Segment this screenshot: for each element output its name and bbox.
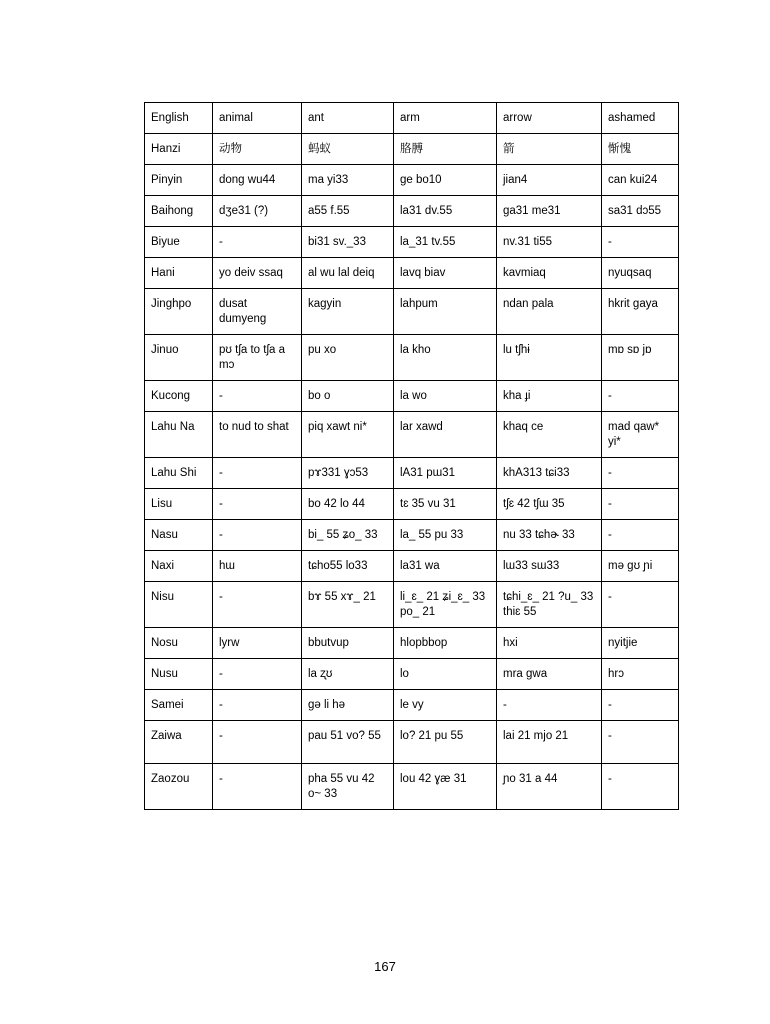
row-label-cell: Nasu <box>145 520 213 551</box>
table-row <box>145 628 679 659</box>
table-cell: bo 42 lo 44 <box>302 489 394 520</box>
table-cell: sa31 dɔ55 <box>602 196 679 227</box>
table-cell: le vy <box>394 690 497 721</box>
page-number: 167 <box>374 959 396 974</box>
table-cell: hlopbbop <box>394 628 497 659</box>
table-cell: - <box>213 520 302 551</box>
table-cell: dʒe31 (?) <box>213 196 302 227</box>
table-row <box>145 196 679 227</box>
table-cell: lɯ33 sɯ33 <box>497 551 602 582</box>
table-row <box>145 289 679 335</box>
table-cell: nyitjie <box>602 628 679 659</box>
table-cell: - <box>602 721 679 764</box>
table-cell: - <box>602 690 679 721</box>
table-cell: ɲo 31 a 44 <box>497 764 602 810</box>
table-cell: - <box>213 764 302 810</box>
table-cell: - <box>213 659 302 690</box>
table-cell: pha 55 vu 42 o~ 33 <box>302 764 394 810</box>
table-cell: ashamed <box>602 103 679 134</box>
table-cell: ma yi33 <box>302 165 394 196</box>
table-cell: - <box>213 582 302 628</box>
table-cell: yo deiv ssaq <box>213 258 302 289</box>
row-label-cell: Hanzi <box>145 134 213 165</box>
table-cell: nyuqsaq <box>602 258 679 289</box>
table-cell: piq xawt ni* <box>302 412 394 458</box>
table-row <box>145 227 679 258</box>
table-cell: gə li hə <box>302 690 394 721</box>
row-label-cell: Jinghpo <box>145 289 213 335</box>
table-row <box>145 258 679 289</box>
table-cell: - <box>602 227 679 258</box>
table-cell: mad qaw* yi* <box>602 412 679 458</box>
table-row <box>145 412 679 458</box>
table-cell: 箭 <box>497 134 602 165</box>
table-row <box>145 489 679 520</box>
row-label-cell: English <box>145 103 213 134</box>
table-row <box>145 764 679 810</box>
table-row <box>145 520 679 551</box>
table-cell: - <box>602 381 679 412</box>
row-label-cell: Nisu <box>145 582 213 628</box>
table-cell: hrɔ <box>602 659 679 690</box>
row-label-cell: Biyue <box>145 227 213 258</box>
row-label-cell: Hani <box>145 258 213 289</box>
row-label-cell: Zaiwa <box>145 721 213 764</box>
table-cell: ga31 me31 <box>497 196 602 227</box>
table-row <box>145 335 679 381</box>
table-cell: - <box>497 690 602 721</box>
row-label-cell: Jinuo <box>145 335 213 381</box>
table-cell: lo <box>394 659 497 690</box>
lexicon-table <box>144 102 679 810</box>
table-cell: - <box>213 721 302 764</box>
table-cell: hkrit gaya <box>602 289 679 335</box>
row-label-cell: Nusu <box>145 659 213 690</box>
table-cell: mɒ sɒ jɒ <box>602 335 679 381</box>
table-cell: - <box>602 764 679 810</box>
table-cell: arrow <box>497 103 602 134</box>
table-cell: bɤ 55 xɤ_ 21 <box>302 582 394 628</box>
table-cell: pɤ331 ɣɔ53 <box>302 458 394 489</box>
table-row <box>145 381 679 412</box>
table-cell: - <box>602 489 679 520</box>
table-cell: la wo <box>394 381 497 412</box>
table-cell: 惭愧 <box>602 134 679 165</box>
table-cell: pau 51 vo? 55 <box>302 721 394 764</box>
row-label-cell: Kucong <box>145 381 213 412</box>
row-label-cell: Samei <box>145 690 213 721</box>
table-cell: - <box>213 690 302 721</box>
table-cell: hxi <box>497 628 602 659</box>
table-row <box>145 582 679 628</box>
table-cell: - <box>602 582 679 628</box>
table-cell: pu xo <box>302 335 394 381</box>
table-cell: - <box>213 227 302 258</box>
table-cell: lA31 pɯ31 <box>394 458 497 489</box>
table-cell: la_ 55 pu 33 <box>394 520 497 551</box>
table-cell: la31 wa <box>394 551 497 582</box>
table-row <box>145 659 679 690</box>
table-cell: lavq biav <box>394 258 497 289</box>
table-cell: 动物 <box>213 134 302 165</box>
table-cell: hɯ <box>213 551 302 582</box>
table-cell: animal <box>213 103 302 134</box>
table-cell: ndan pala <box>497 289 602 335</box>
row-label-cell: Pinyin <box>145 165 213 196</box>
table-cell: khaq ce <box>497 412 602 458</box>
table-cell: mra gwa <box>497 659 602 690</box>
row-label-cell: Lahu Na <box>145 412 213 458</box>
table-cell: bbutvup <box>302 628 394 659</box>
table-cell: lahpum <box>394 289 497 335</box>
row-label-cell: Lahu Shi <box>145 458 213 489</box>
table-cell: 蚂蚁 <box>302 134 394 165</box>
table-cell: dusat dumyeng <box>213 289 302 335</box>
row-label-cell: Zaozou <box>145 764 213 810</box>
table-cell: tɕho55 lo33 <box>302 551 394 582</box>
table-cell: lyrw <box>213 628 302 659</box>
table-cell: pʊ tʃa to tʃa a mɔ <box>213 335 302 381</box>
table-cell: a55 f.55 <box>302 196 394 227</box>
table-row <box>145 458 679 489</box>
table-row <box>145 551 679 582</box>
row-label-cell: Naxi <box>145 551 213 582</box>
table-cell: kha ɟi <box>497 381 602 412</box>
table-row <box>145 721 679 764</box>
table-cell: - <box>213 381 302 412</box>
table-cell: jian4 <box>497 165 602 196</box>
table-cell: lai 21 mjo 21 <box>497 721 602 764</box>
table-cell: bi31 sv._33 <box>302 227 394 258</box>
table-cell: la ʐʊ <box>302 659 394 690</box>
table-cell: lar xawd <box>394 412 497 458</box>
row-label-cell: Lisu <box>145 489 213 520</box>
table-cell: li_ɛ_ 21 ʑi_ɛ_ 33 po_ 21 <box>394 582 497 628</box>
table-cell: lu tʃhɨ <box>497 335 602 381</box>
table-cell: - <box>602 520 679 551</box>
table-cell: lo? 21 pu 55 <box>394 721 497 764</box>
table-cell: ant <box>302 103 394 134</box>
table-cell: tɛ 35 vu 31 <box>394 489 497 520</box>
table-cell: to nud to shat <box>213 412 302 458</box>
table-cell: la_31 tv.55 <box>394 227 497 258</box>
table-cell: al wu lal deiq <box>302 258 394 289</box>
table-cell: - <box>602 458 679 489</box>
table-cell: kagyin <box>302 289 394 335</box>
table-row <box>145 690 679 721</box>
table-cell: nu 33 tɕhɚ 33 <box>497 520 602 551</box>
table-cell: tɕhi_ɛ_ 21 ?u_ 33 thiɛ 55 <box>497 582 602 628</box>
table-cell: bo o <box>302 381 394 412</box>
table-cell: ge bo10 <box>394 165 497 196</box>
table-cell: mə gʊ ɲi <box>602 551 679 582</box>
table-cell: kavmiaq <box>497 258 602 289</box>
table-cell: 胳膊 <box>394 134 497 165</box>
row-label-cell: Baihong <box>145 196 213 227</box>
table-cell: can kui24 <box>602 165 679 196</box>
row-label-cell: Nosu <box>145 628 213 659</box>
table-row <box>145 134 679 165</box>
table-cell: arm <box>394 103 497 134</box>
table-row <box>145 165 679 196</box>
table-cell: la kho <box>394 335 497 381</box>
table-cell: bi_ 55 ʑo_ 33 <box>302 520 394 551</box>
table-cell: - <box>213 489 302 520</box>
table-cell: - <box>213 458 302 489</box>
table-cell: tʃɛ 42 tʃɯ 35 <box>497 489 602 520</box>
table-cell: nv.31 ti55 <box>497 227 602 258</box>
lexicon-table-body <box>145 103 679 810</box>
table-cell: dong wu44 <box>213 165 302 196</box>
table-cell: lou 42 ɣæ 31 <box>394 764 497 810</box>
table-row <box>145 103 679 134</box>
table-cell: la31 dv.55 <box>394 196 497 227</box>
table-cell: khA313 tɕi33 <box>497 458 602 489</box>
